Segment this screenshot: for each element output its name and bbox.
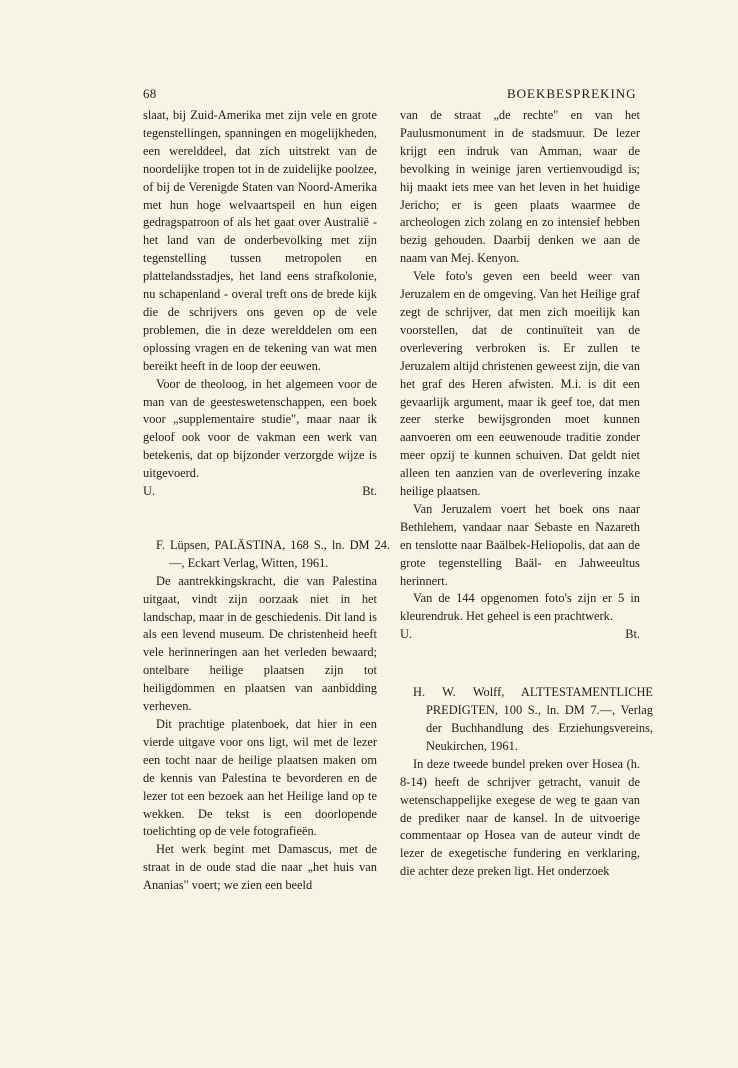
signature-initial: U. [400, 627, 413, 642]
paragraph: slaat, bij Zuid-Amerika met zijn vele en grote tegenstellingen, spanningen en mogelijkheden, een werelddeel, dat zich uitstrekt van de noordelijke tropen tot in de zuidelijke poolzee, of bij de Verenigde Staten van Noord-Amerika met hun hoge welvaartspeil en hun eigen gedragspatroon of als het gaat over Australië - het land van de onderbevolking met zijn tegenstelling tussen metropolen en plattelandsstadjes, het land eens strafkolonie, nu schapenland - overal treft ons de brede kijk die de schrijvers ons geven op de vele problemen, die in deze werelddelen om een oplossing vragen en de tekening van wat men bereikt heeft in de loop der eeuwen. [143, 108, 377, 373]
signature-abbrev: Bt. [625, 627, 640, 642]
left-column [143, 107, 390, 895]
paragraph: Vele foto's geven een beeld weer van Jeruzalem en de omgeving. Van het Heilige graf zegt de schrijver, dat men zich moeilijk kan voorstellen, dat de continuïteit van de overlevering verbroken is. Er zullen te Jeruzalem altijd christenen geweest zijn, die van het graf des Heren afwisten. M.i. is dit een gevaarlijk argument, maar ik geef toe, dat men zeer sterke bewijsgronden moet kunnen aanvoeren om een eeuwenoude traditie zonder meer opzij te kunnen schuiven. Dat geldt niet alleen ten aanzien van de overlevering inzake heilige plaatsen. [400, 269, 640, 499]
reviewer-signature [143, 483, 377, 501]
right-column [400, 107, 653, 881]
paragraph: In deze tweede bundel preken over Hosea (h. 8-14) heeft de schrijver getracht, vanuit de wetenschappelijke exegese de weg te gaan van de prediker naar de kansel. In de uitvoerige commentaar op Hosea van de auteur vindt de lezer de exegetische fundering en verklaring, die achter deze preken ligt. Het onderzoek [400, 756, 640, 879]
paragraph: van de straat „de rechte" en van het Paulusmonument in de stadsmuur. De lezer krijgt een indruk van Amman, waar de bevolking in weinige jaren vertienvoudigd is; hij maakt iets mee van het leven in het huidige Jericho; er is geen plaats waarmee de archeologen zich zolang en zo intensief hebben bezig gehouden. Daarbij denken we aan de naam van Mej. Kenyon. [400, 108, 640, 266]
paragraph: Het werk begint met Damascus, met de straat in de oude stad die naar „het huis van Ananias" voert; we zien een beeld [143, 842, 377, 893]
reviewer-signature [400, 626, 640, 644]
running-title: BOEKBESPREKING [507, 86, 637, 101]
signature-abbrev: Bt. [362, 484, 377, 499]
paragraph: Van Jeruzalem voert het boek ons naar Bethlehem, vandaar naar Sebaste en Nazareth en tenslotte naar Baälbek-Heliopolis, dat aan de grote tegenstelling Baäl- en Jahweeultus herinnert. [400, 501, 640, 588]
paragraph: Voor de theoloog, in het algemeen voor de man van de geesteswetenschappen, een boek voor „supplementaire studie", maar naar ik geloof ook voor de vakman een werk van betekenis, dat op bijzonder verzorgde wijze is uitgevoerd. [143, 376, 377, 481]
review-reference: F. Lüpsen, PALÄSTINA, 168 S., ln. DM 24.—, Eckart Verlag, Witten, 1961. [156, 537, 390, 570]
paragraph: Van de 144 opgenomen foto's zijn er 5 in kleurendruk. Het geheel is een prachtwerk. [400, 591, 640, 624]
paragraph: De aantrekkingskracht, die van Palestina uitgaat, vindt zijn oorzaak niet in het landschap, maar in de geschiedenis. Dit land is als een levend museum. De christenheid heeft vele herinneringen aan het verleden bewaard; ontelbare heilige plaatsen zijn tot heiligdommen en plaatsen van aanbidding verheven. [143, 573, 377, 714]
page-number: 68 [143, 86, 157, 101]
signature-initial: U. [143, 484, 156, 499]
paragraph: Dit prachtige platenboek, dat hier in een vierde uitgave voor ons ligt, wil met de lezer een tocht naar de heilige plaatsen maken om de kennis van Palestina te bevorderen en de lezer tot een bezoek aan het Heilige land op te wekken. De tekst is een doorlopende toelichting op de vele fotografieën. [143, 717, 377, 839]
review-reference: H. W. Wolff, ALTTESTAMENTLICHE PREDIGTEN, 100 S., ln. DM 7.—, Verlag der Buchhandlung des Erziehungsvereins, Neukirchen, 1961. [413, 685, 653, 753]
